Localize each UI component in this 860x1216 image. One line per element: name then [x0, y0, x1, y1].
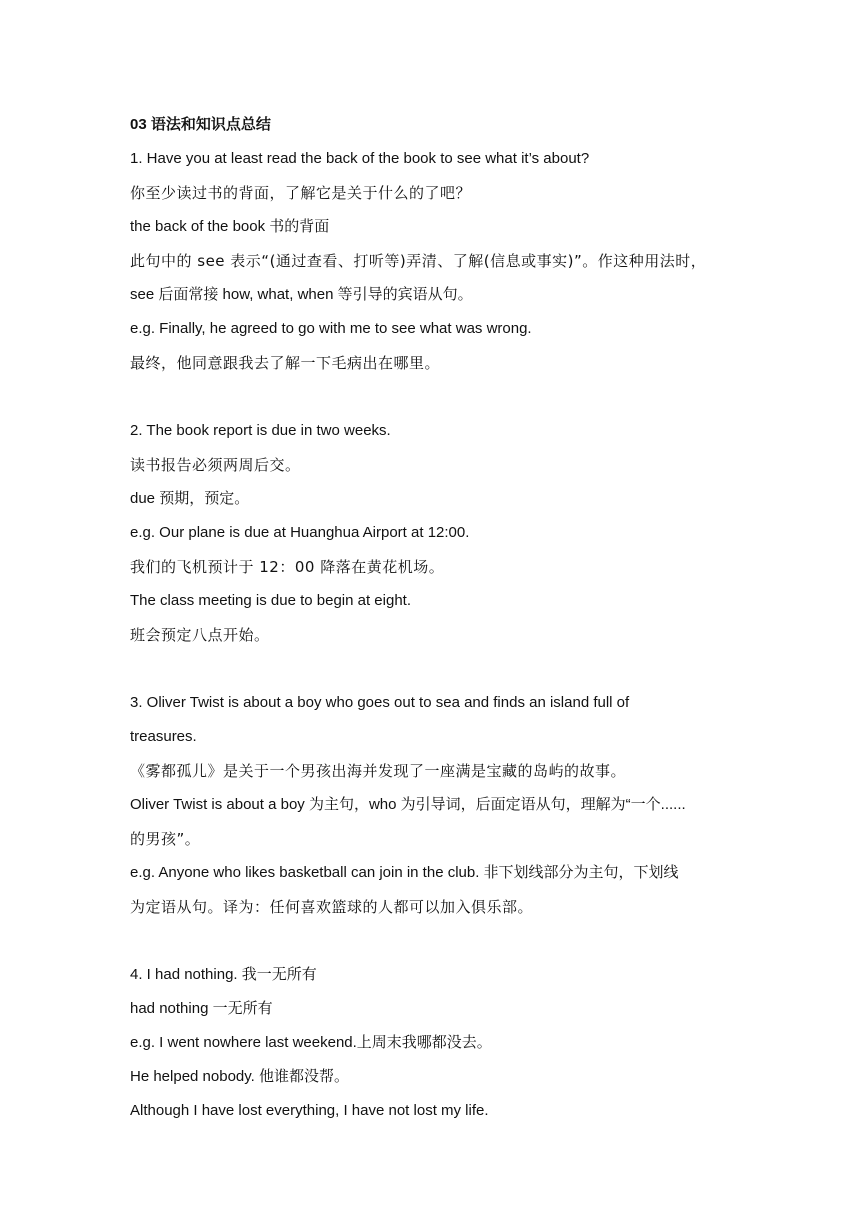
sentence-en-cont: treasures. — [130, 728, 197, 745]
sentence-cn: 《雾都孤儿》是关于一个男孩出海并发现了一座满是宝藏的岛屿的故事。 — [130, 762, 627, 780]
point-2 — [130, 414, 740, 652]
sentence-en: 2. The book report is due in two weeks. — [130, 422, 391, 439]
sentence-cn: 你至少读过书的背面，了解它是关于什么的了吧？ — [130, 184, 472, 202]
explanation-cont: see 后面常接 how, what, when 等引导的宾语从句。 — [130, 286, 473, 303]
point-3 — [130, 686, 740, 924]
example-en-2: He helped nobody. 他谁都没帮。 — [130, 1068, 349, 1085]
sentence-en: 1. Have you at least read the back of the book to see what it’s about? — [130, 150, 590, 167]
sentence-cn: 读书报告必须两周后交。 — [130, 456, 301, 474]
example-en: e.g. Finally, he agreed to go with me to see what was wrong. — [130, 320, 532, 337]
example-cn: 为定语从句。译为：任何喜欢篮球的人都可以加入俱乐部。 — [130, 898, 534, 916]
phrase: had nothing 一无所有 — [130, 1000, 273, 1017]
spacer — [130, 924, 740, 958]
explanation: 此句中的 see 表示“(通过查看、打听等)弄清、了解(信息或事实)”。作这种用法时， — [130, 252, 707, 270]
example-cn: 我们的飞机预计于 12：00 降落在黄花机场。 — [130, 558, 445, 576]
example-en-3: Although I have lost everything, I have not lost my life. — [130, 1102, 489, 1119]
explanation: Oliver Twist is about a boy 为主句，who 为引导词，后面定语从句，理解为“一个...... — [130, 796, 686, 813]
point-1 — [130, 142, 740, 380]
example-en: e.g. Our plane is due at Huanghua Airport at 12:00. — [130, 524, 470, 541]
example-en: e.g. Anyone who likes basketball can join in the club. 非下划线部分为主句，下划线 — [130, 864, 679, 881]
phrase: due 预期，预定。 — [130, 490, 250, 507]
phrase: the back of the book 书的背面 — [130, 218, 330, 235]
point-4 — [130, 958, 740, 1128]
example-cn-2: 班会预定八点开始。 — [130, 626, 270, 644]
spacer — [130, 380, 740, 414]
section-title: 03 语法和知识点总结 — [130, 116, 271, 133]
example-en-2: The class meeting is due to begin at eight. — [130, 592, 412, 609]
document-body — [130, 108, 740, 1128]
example-cn: 最终，他同意跟我去了解一下毛病出在哪里。 — [130, 354, 441, 372]
sentence-en: 4. I had nothing. 我一无所有 — [130, 966, 317, 983]
spacer — [130, 652, 740, 686]
explanation-cont: 的男孩”。 — [130, 830, 201, 848]
example-en: e.g. I went nowhere last weekend.上周末我哪都没去。 — [130, 1034, 492, 1051]
sentence-en: 3. Oliver Twist is about a boy who goes out to sea and finds an island full of — [130, 694, 630, 711]
